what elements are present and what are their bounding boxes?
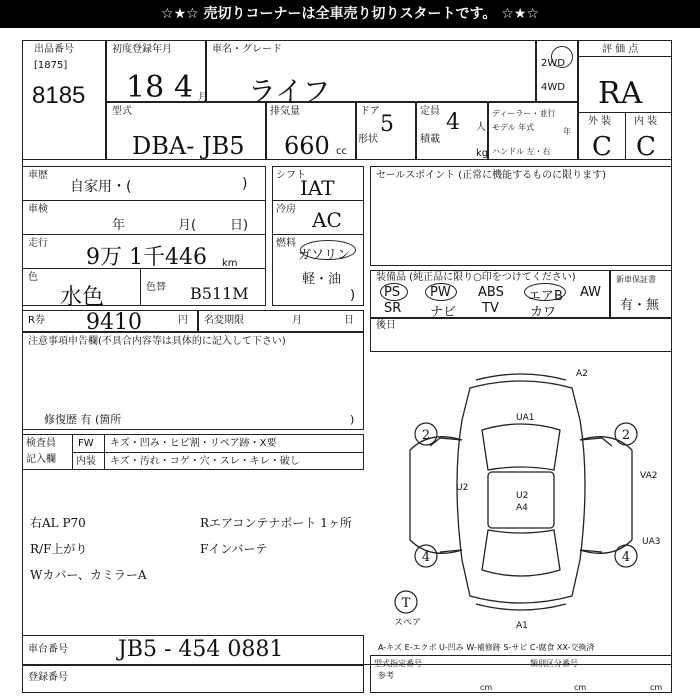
mileage-value: 9万 1千446 <box>86 245 207 270</box>
sales-point-label: セールスポイント (正常に機能するものに限ります) <box>376 170 607 181</box>
capacity-unit: 人 <box>476 122 486 133</box>
doors-value: 5 <box>380 112 394 137</box>
lot-sub: [1875] <box>34 60 68 71</box>
name-change-label: 名変期限 <box>204 315 244 326</box>
car-name-value: ライフ <box>248 75 331 108</box>
capacity-label: 定員 <box>420 106 440 117</box>
hand-note-left-3: Wカバー、カミラーA <box>30 568 147 582</box>
mark-ua3: UA3 <box>642 537 661 547</box>
history-value: 自家用・( <box>70 179 132 195</box>
inspection-month: 月( <box>178 218 197 233</box>
shift-value: IAT <box>300 176 335 200</box>
mark-va2: VA2 <box>640 471 658 481</box>
hand-note-left-2: R/F上がり <box>30 542 88 556</box>
model-year-label: モデル 年式 <box>492 123 535 132</box>
history-close: ) <box>242 176 248 192</box>
equipment-label: 装備品 (純正品に限り○印をつけてください) <box>376 272 576 283</box>
fw-label: FW <box>78 438 94 449</box>
dims-cm-3: cm <box>650 683 663 692</box>
inspection-day: 日) <box>230 218 249 233</box>
int-score: C <box>636 132 656 162</box>
inspector-label-2: 記入欄 <box>26 454 56 465</box>
inspection-label: 車検 <box>28 204 48 215</box>
ext-label: 外 装 <box>588 116 612 127</box>
equip-sr: SR <box>384 301 402 316</box>
fuel-option: 軽・油 <box>302 272 342 287</box>
load-label: 積載 <box>420 134 440 145</box>
dims-l2: 類別区分番号 <box>530 659 578 668</box>
dims-l1: 型式指定番号 <box>374 659 422 668</box>
airbag-circle <box>524 283 566 301</box>
fuel-value: ガソリン <box>298 248 351 263</box>
notes-label: 注意事項申告欄(不具合内容等は具体的に記入して下さい) <box>28 336 286 347</box>
tire-rr: 4 <box>621 550 631 565</box>
history-label: 車歴 <box>28 170 48 181</box>
int-label: 内 装 <box>634 116 658 127</box>
warranty-label: 新車保証書 <box>616 275 656 284</box>
mark-a2: A2 <box>576 369 588 379</box>
doors-label: ドア <box>360 106 380 117</box>
pw-circle <box>425 283 457 301</box>
damage-legend: A-キズ E-エクボ U-凹み W-補修跡 S-サビ C-腐食 XX-交換済 <box>378 643 595 652</box>
ps-circle <box>380 283 408 301</box>
shape-label: 形状 <box>358 134 378 145</box>
tire-fr: 2 <box>621 428 631 443</box>
displacement-value: 660 <box>284 132 330 160</box>
color-code: B511M <box>190 284 249 303</box>
hand-note-left-1: 右AL P70 <box>30 516 86 530</box>
dims-cm-1: cm <box>480 683 493 692</box>
equip-tv: TV <box>482 301 499 316</box>
mark-u2-roof: U2 <box>516 491 529 501</box>
chassis-label: 車台番号 <box>28 644 68 655</box>
inspector-label-1: 検査員 <box>26 438 56 449</box>
first-reg-unit: 月 <box>198 92 208 103</box>
mark-a1: A1 <box>516 621 528 630</box>
equip-ps: PS <box>384 285 401 300</box>
displacement-unit: cc <box>336 146 347 157</box>
repair-close: ) <box>350 413 355 426</box>
ac-label: 冷房 <box>276 204 296 215</box>
fuel-close: ) <box>350 288 356 303</box>
model-label: 型式 <box>112 106 132 117</box>
equip-pw: PW <box>430 285 451 300</box>
equip-airbag: エアB <box>528 289 563 304</box>
mileage-label: 走行 <box>28 238 48 249</box>
equip-leather: カワ <box>530 305 557 320</box>
name-change-month: 月 <box>292 315 302 326</box>
mark-ua1: UA1 <box>516 413 535 423</box>
name-change-day: 日 <box>344 315 354 326</box>
mark-u2-left: U2 <box>456 483 469 493</box>
model-year-unit: 年 <box>563 127 571 136</box>
handle-label: ハンドル 左・右 <box>492 147 551 156</box>
equip-aw: AW <box>580 285 602 300</box>
displacement-label: 排気量 <box>270 106 300 117</box>
int-row-text: キズ・汚れ・コゲ・穴・スレ・キレ・破し <box>110 456 300 467</box>
car-name-label: 車名・グレード <box>212 44 282 55</box>
registered-cell <box>370 318 672 352</box>
color-code-label: 色替 <box>146 282 166 293</box>
load-unit: kg <box>476 148 489 159</box>
drive-2wd: 2WD <box>541 58 565 69</box>
header-banner: ☆★☆ 売切りコーナーは全車売り切りスタートです。 ☆★☆ <box>0 0 700 28</box>
capacity-value: 4 <box>446 110 460 135</box>
color-label: 色 <box>28 272 38 283</box>
score-value: RA <box>598 76 643 111</box>
lot-label: 出品番号 <box>34 44 74 55</box>
tire-fl: 2 <box>421 428 431 443</box>
shift-label: シフト <box>276 170 306 181</box>
color-value: 水色 <box>60 285 105 310</box>
repair-history: 修復歴 有 (箇所 <box>44 413 122 426</box>
first-reg-year: 18 <box>126 70 165 105</box>
fw-text: キズ・凹み・ヒビ割・リペア跡・X要 <box>110 438 277 449</box>
dealer-label: ディーラー・並行 <box>492 109 556 118</box>
registration-label: 登録番号 <box>28 672 68 683</box>
fuel-label: 燃料 <box>276 238 296 249</box>
recycle-label: R券 <box>28 315 45 326</box>
inspection-year: 年 <box>112 218 126 233</box>
equip-abs: ABS <box>478 285 504 300</box>
first-reg-label: 初度登録年月 <box>112 44 172 55</box>
recycle-unit: 円 <box>178 315 188 326</box>
int-row-label: 内装 <box>76 456 96 467</box>
hand-note-right-2: Fインバーテ <box>200 542 268 556</box>
dims-cm-2: cm <box>574 683 587 692</box>
mileage-unit: km <box>222 258 238 269</box>
car-damage-diagram <box>370 360 672 630</box>
score-label: 評 価 点 <box>602 44 639 55</box>
first-reg-month: 4 <box>174 70 194 105</box>
recycle-value: 9410 <box>86 310 142 335</box>
drive-4wd: 4WD <box>541 82 565 93</box>
ac-value: AC <box>312 208 342 232</box>
equip-navi: ナビ <box>430 305 457 320</box>
ext-score: C <box>592 132 612 162</box>
drive-circle <box>551 46 573 68</box>
chassis-value: JB5 - 454 0881 <box>118 637 284 662</box>
spare-label: スペア <box>394 618 422 628</box>
hand-note-right-1: Rエアコンテナポート 1ヶ所 <box>200 516 352 530</box>
tire-rl: 4 <box>421 550 431 565</box>
registration-cell <box>22 665 364 693</box>
lot-number: 8185 <box>32 82 86 109</box>
mark-a4: A4 <box>516 503 528 513</box>
tire-spare: T <box>401 596 411 611</box>
dims-ref: 参考 <box>378 671 394 680</box>
model-value: DBA- JB5 <box>132 132 245 160</box>
warranty-value: 有・無 <box>620 298 660 313</box>
fuel-circle <box>300 240 356 260</box>
